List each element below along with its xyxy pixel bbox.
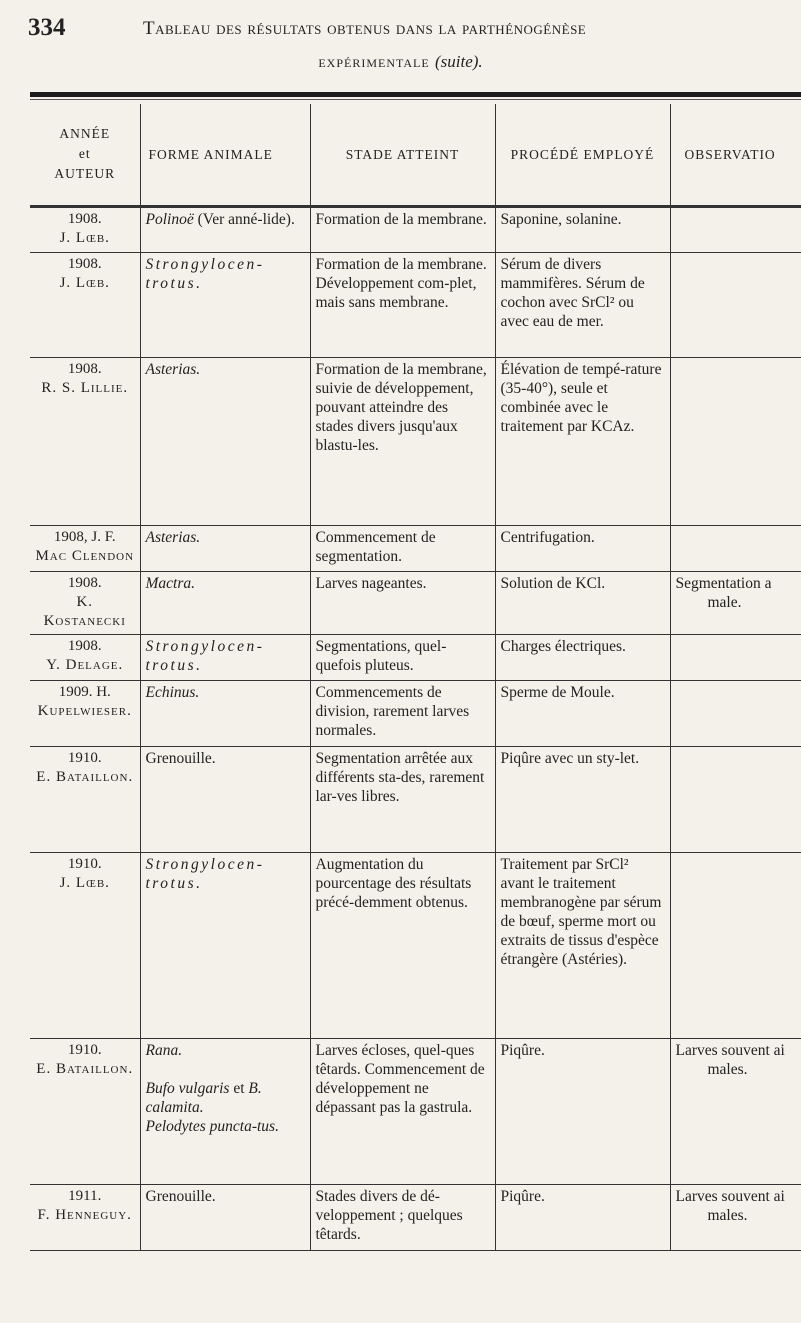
author: E. Bataillon. — [36, 769, 134, 785]
procede-cell: Charges électriques. — [495, 635, 670, 681]
year-author-cell — [30, 1039, 140, 1185]
forme-cell: Echinus. — [140, 681, 310, 747]
species-rana: Rana. — [145, 1042, 183, 1059]
species-name: Polinoë — [145, 211, 194, 228]
forme-cell: Strongylocen-trotus. — [140, 635, 310, 681]
stade-cell: Larves nageantes. — [310, 572, 495, 635]
author: Y. Delage. — [46, 657, 124, 673]
col-header-stade: STADE ATTEINT — [310, 104, 495, 207]
header-rule — [30, 92, 801, 97]
stade-cell: Larves écloses, quel-ques têtards. Commencement de développement ne dépassant pas la gastrula. — [310, 1039, 495, 1185]
obs-cell — [670, 747, 801, 853]
obs-line-2: males. — [707, 1061, 748, 1078]
author: Mac Clendon — [35, 548, 135, 564]
stade-cell: Formation de la membrane. Développement com-plet, mais sans membrane. — [310, 253, 495, 358]
obs-line-1: Larves souvent ai — [675, 1188, 785, 1205]
obs-line-1: Larves souvent ai — [675, 1042, 785, 1059]
species-pelodytes: Pelodytes puncta-tus. — [145, 1118, 279, 1135]
procede-cell: Piqûre. — [495, 1185, 670, 1251]
year-author-cell — [30, 572, 140, 635]
procede-cell: Piqûre. — [495, 1039, 670, 1185]
forme-cell: Asterias. — [140, 526, 310, 572]
header-rule-thin — [30, 99, 801, 100]
procede-cell: Piqûre avec un sty-let. — [495, 747, 670, 853]
table-row — [30, 207, 801, 253]
subtitle-main: expérimentale — [318, 52, 430, 71]
year: 1908. — [67, 575, 102, 591]
year-author-cell — [30, 1185, 140, 1251]
table-row — [30, 635, 801, 681]
results-table — [30, 104, 801, 1251]
col-header-observations: OBSERVATIO — [670, 104, 801, 207]
procede-cell: Centrifugation. — [495, 526, 670, 572]
procede-cell: Traitement par SrCl² avant le traitement membranogène par sérum de bœuf, sperme mort ou extraits de tissus d'espèce étrangère (Astéries). — [495, 853, 670, 1039]
year: 1908, J. F. — [53, 529, 116, 545]
col-header-annee-l3: AUTEUR — [54, 166, 116, 181]
obs-cell — [670, 635, 801, 681]
species-note: (Ver anné-lide). — [193, 211, 295, 228]
table-row — [30, 253, 801, 358]
year-author-cell — [30, 207, 140, 253]
year: 1910. — [67, 856, 102, 872]
col-header-annee-l1: ANNÉE — [59, 126, 111, 141]
year-author-cell — [30, 635, 140, 681]
table-row — [30, 1039, 801, 1185]
author: F. Henneguy. — [37, 1207, 132, 1223]
forme-cell: Grenouille. — [140, 747, 310, 853]
table-row — [30, 853, 801, 1039]
author: R. S. Lillie. — [41, 380, 129, 396]
obs-cell — [670, 358, 801, 526]
table-row — [30, 1185, 801, 1251]
forme-cell: Strongylocen-trotus. — [140, 253, 310, 358]
year-author-cell — [30, 526, 140, 572]
col-header-annee — [30, 104, 140, 207]
author: J. Lœb. — [59, 275, 110, 291]
table-row — [30, 681, 801, 747]
year: 1908. — [67, 638, 102, 654]
forme-cell: Grenouille. — [140, 1185, 310, 1251]
table-row — [30, 358, 801, 526]
year-author-cell — [30, 253, 140, 358]
forme-cell: Strongylocen-trotus. — [140, 853, 310, 1039]
obs-line-2: males. — [707, 1207, 748, 1224]
table-row — [30, 526, 801, 572]
obs-cell — [670, 207, 801, 253]
year: 1908. — [67, 211, 102, 227]
page-number: 334 — [28, 14, 66, 41]
stade-cell: Segmentations, quel-quefois pluteus. — [310, 635, 495, 681]
stade-cell: Formation de la membrane, suivie de développement, pouvant atteindre des stades divers jusqu'aux blastu-les. — [310, 358, 495, 526]
procede-cell: Saponine, solanine. — [495, 207, 670, 253]
procede-cell: Sperme de Moule. — [495, 681, 670, 747]
forme-cell — [140, 207, 310, 253]
year-author-cell — [30, 853, 140, 1039]
forme-cell — [140, 1039, 310, 1185]
author: E. Bataillon. — [36, 1061, 134, 1077]
year-author-cell — [30, 681, 140, 747]
procede-cell: Sérum de divers mammifères. Sérum de cochon avec SrCl² ou avec eau de mer. — [495, 253, 670, 358]
obs-cell — [670, 572, 801, 635]
stade-cell: Augmentation du pourcentage des résultats précé-demment obtenus. — [310, 853, 495, 1039]
obs-line-1: Segmentation a — [675, 575, 772, 592]
year: 1908. — [67, 361, 102, 377]
stade-cell: Commencements de division, rarement larves normales. — [310, 681, 495, 747]
year: 1908. — [67, 256, 102, 272]
obs-line-2: male. — [707, 594, 742, 611]
obs-cell — [670, 1185, 801, 1251]
obs-cell — [670, 1039, 801, 1185]
species-conj: et — [229, 1080, 249, 1097]
running-title: Tableau des résultats obtenus dans la parthénogénèse — [143, 18, 587, 39]
procede-cell: Élévation de tempé-rature (35-40°), seule et combinée avec le traitement par KCAz. — [495, 358, 670, 526]
author: K. Kostanecki — [43, 594, 126, 629]
forme-cell: Mactra. — [140, 572, 310, 635]
obs-cell — [670, 253, 801, 358]
forme-cell: Asterias. — [140, 358, 310, 526]
year: 1910. — [67, 750, 102, 766]
author: J. Lœb. — [59, 230, 110, 246]
running-subtitle — [0, 52, 801, 72]
stade-cell: Commencement de segmentation. — [310, 526, 495, 572]
stade-cell: Segmentation arrêtée aux différents sta-des, rarement lar-ves libres. — [310, 747, 495, 853]
year: 1911. — [68, 1188, 102, 1204]
author: J. Lœb. — [59, 875, 110, 891]
stade-cell: Formation de la membrane. — [310, 207, 495, 253]
obs-cell — [670, 526, 801, 572]
col-header-annee-l2: et — [78, 146, 91, 161]
species-calamita: B. calamita. — [145, 1080, 262, 1116]
table-row — [30, 747, 801, 853]
year: 1910. — [67, 1042, 102, 1058]
author: Kupelwieser. — [37, 703, 132, 719]
procede-cell: Solution de KCl. — [495, 572, 670, 635]
subtitle-suite: (suite). — [434, 52, 483, 71]
col-header-procede: PROCÉDÉ EMPLOYÉ — [495, 104, 670, 207]
obs-cell — [670, 853, 801, 1039]
year-author-cell — [30, 747, 140, 853]
obs-cell — [670, 681, 801, 747]
table-row — [30, 572, 801, 635]
table-header-row — [30, 104, 801, 207]
year-author-cell — [30, 358, 140, 526]
col-header-forme: FORME ANIMALE — [140, 104, 310, 207]
year: 1909. H. — [58, 684, 111, 700]
species-bufo: Bufo vulgaris — [145, 1080, 230, 1097]
stade-cell: Stades divers de dé-veloppement ; quelques têtards. — [310, 1185, 495, 1251]
